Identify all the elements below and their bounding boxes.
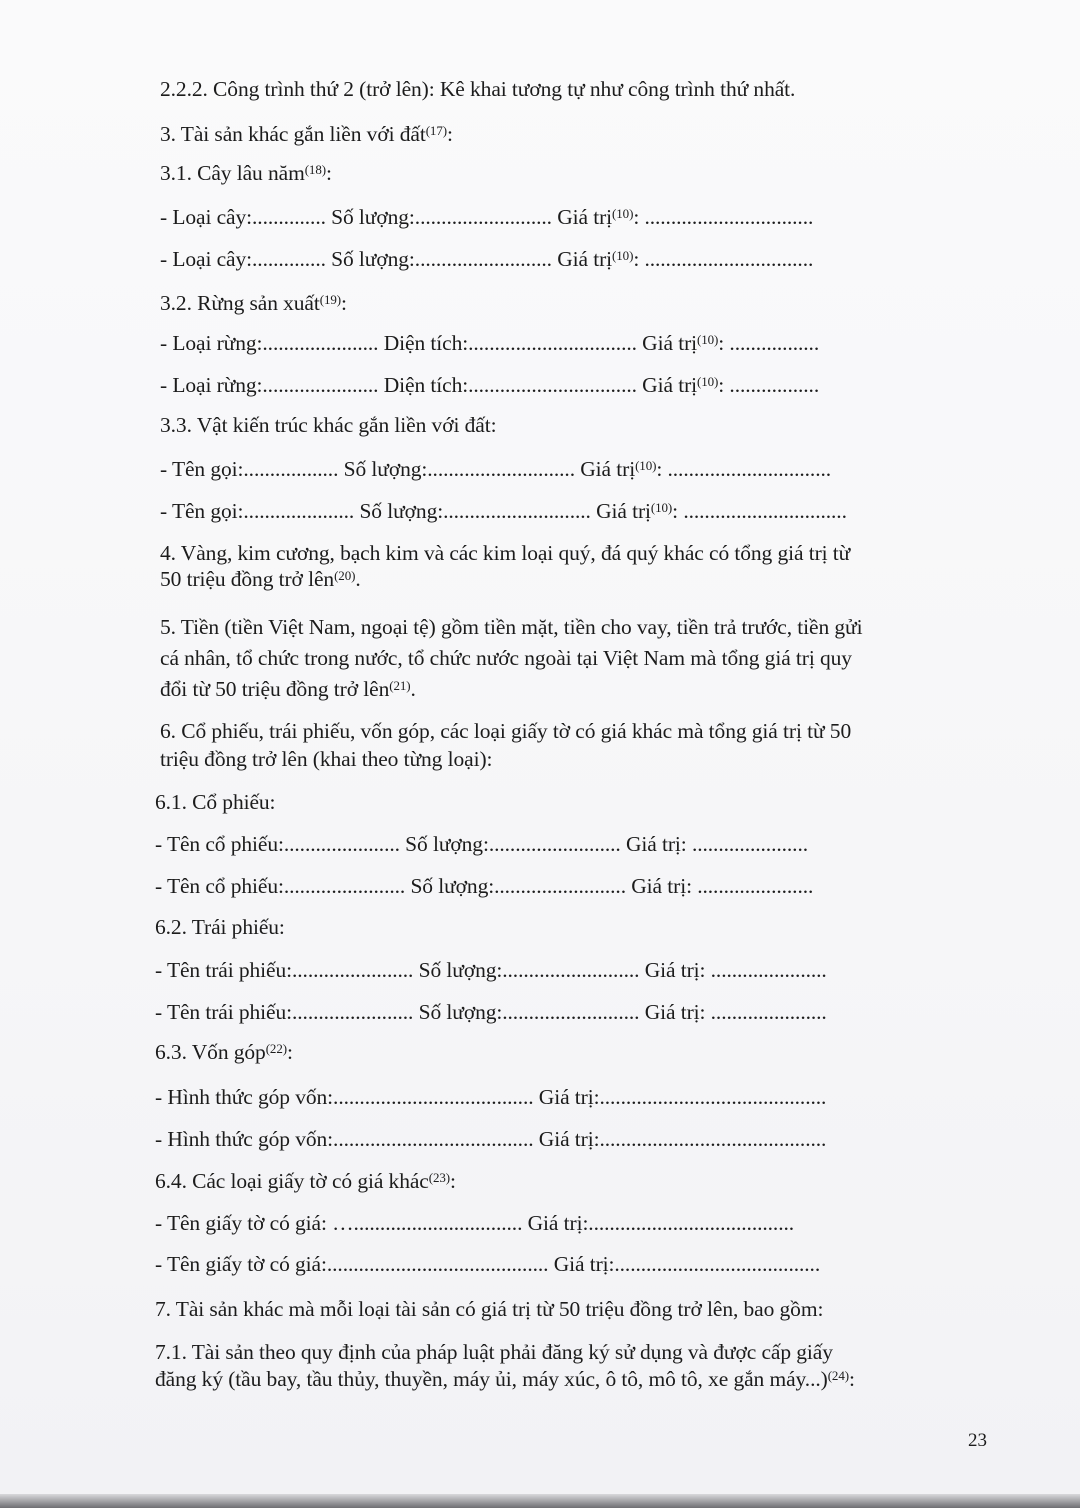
document-line (160, 246, 813, 272)
line-tail: : ................................ (633, 247, 814, 271)
line-text: 3.3. Vật kiến trúc khác gắn liền với đất: (160, 413, 497, 437)
footnote-ref: (10) (697, 332, 719, 347)
footnote-ref: (10) (612, 248, 634, 263)
line-tail: : ................. (718, 331, 820, 355)
line-text: - Tên cổ phiếu:...................... Số lượng:......................... Giá trị: ...................... (155, 832, 809, 856)
line-text: - Loại rừng:...................... Diện tích:................................ Giá trị (160, 331, 698, 355)
footnote-ref: (18) (304, 162, 326, 177)
document-line (160, 718, 851, 744)
scan-edge-shadow (0, 1494, 1080, 1508)
footnote-ref: (19) (319, 292, 342, 307)
document-line (160, 746, 492, 772)
document-line (160, 614, 863, 640)
footnote-ref: (10) (650, 500, 673, 515)
document-line (155, 1339, 833, 1365)
document-line (160, 412, 496, 438)
footnote-ref: (10) (612, 206, 634, 221)
document-line (155, 1366, 855, 1392)
line-tail: : (446, 122, 453, 146)
document-line (155, 1126, 826, 1152)
line-tail: : (450, 1169, 456, 1193)
document-line (155, 1084, 826, 1110)
document-line (155, 873, 813, 899)
document-line (155, 999, 827, 1025)
line-text: 7.1. Tài sản theo quy định của pháp luật phải đăng ký sử dụng và được cấp giấy (155, 1340, 833, 1364)
document-line (160, 540, 850, 566)
document-line (155, 1296, 823, 1322)
line-tail: : (341, 291, 347, 315)
document-line (155, 957, 827, 983)
line-text: 7. Tài sản khác mà mỗi loại tài sản có giá trị từ 50 triệu đồng trở lên, bao gồm: (155, 1297, 824, 1321)
line-text: - Tên trái phiếu:....................... Số lượng:.......................... Giá trị: ...................... (155, 958, 827, 982)
line-text: đổi từ 50 triệu đồng trở lên (160, 677, 390, 701)
line-tail: . (355, 567, 361, 591)
footnote-ref: (20) (334, 568, 356, 583)
document-line (155, 1251, 820, 1277)
line-tail: : ............................... (672, 499, 847, 523)
document-line (160, 645, 852, 671)
line-text: 50 triệu đồng trở lên (160, 567, 335, 591)
line-text: 5. Tiền (tiền Việt Nam, ngoại tệ) gồm tiền mặt, tiền cho vay, tiền trả trước, tiền gửi (160, 615, 863, 639)
line-text: triệu đồng trở lên (khai theo từng loại): (160, 747, 493, 771)
line-text: 6. Cổ phiếu, trái phiếu, vốn góp, các loại giấy tờ có giá khác mà tổng giá trị từ 50 (160, 719, 852, 743)
document-line (155, 914, 285, 940)
document-line (155, 1210, 794, 1236)
line-text: - Loại cây:.............. Số lượng:.......................... Giá trị (160, 247, 613, 271)
line-text: - Tên trái phiếu:....................... Số lượng:.......................... Giá trị: ...................... (155, 1000, 827, 1024)
line-text: 6.3. Vốn góp (155, 1040, 266, 1064)
document-line (160, 330, 819, 356)
footnote-ref: (23) (428, 1170, 451, 1185)
line-text: 6.2. Trái phiếu: (155, 915, 285, 939)
document-line (155, 1168, 456, 1194)
line-tail: : (848, 1367, 855, 1391)
line-tail: : ................. (718, 373, 820, 397)
document-line (160, 566, 361, 592)
line-text: - Tên gọi:.................. Số lượng:............................ Giá trị (160, 457, 636, 481)
line-tail: . (410, 677, 416, 701)
line-text: - Tên cổ phiếu:....................... Số lượng:......................... Giá trị: ...................... (155, 874, 814, 898)
document-line (160, 676, 416, 702)
document-line (155, 1039, 293, 1065)
line-text: - Loại rừng:...................... Diện tích:................................ Giá trị (160, 373, 698, 397)
document-line (160, 290, 347, 316)
line-text: - Hình thức góp vốn:...................................... Giá trị:........................................... (155, 1127, 827, 1151)
footnote-ref: (10) (635, 458, 657, 473)
footnote-ref: (21) (389, 678, 411, 693)
document-line (160, 456, 831, 482)
document-line (155, 831, 808, 857)
footnote-ref: (24) (827, 1368, 849, 1383)
line-text: 3. Tài sản khác gắn liền với đất (160, 122, 426, 146)
document-line (155, 789, 275, 815)
line-text: - Tên gọi:..................... Số lượng:............................ Giá trị (160, 499, 651, 523)
line-text: 6.4. Các loại giấy tờ có giá khác (155, 1169, 429, 1193)
line-text: - Tên giấy tờ có giá: …................................ Giá trị:....................................... (155, 1211, 795, 1235)
footnote-ref: (22) (265, 1041, 287, 1056)
line-text: - Hình thức góp vốn:...................................... Giá trị:........................................... (155, 1085, 827, 1109)
document-line (160, 372, 819, 398)
document-line (160, 121, 453, 147)
line-text: 6.1. Cổ phiếu: (155, 790, 276, 814)
line-tail: : ............................... (656, 457, 832, 481)
footnote-ref: (17) (425, 123, 447, 138)
line-text: - Tên giấy tờ có giá:.......................................... Giá trị:....................................... (155, 1252, 821, 1276)
document-line (160, 204, 813, 230)
line-text: đăng ký (tầu bay, tầu thủy, thuyền, máy ủi, máy xúc, ô tô, mô tô, xe gắn máy...) (155, 1367, 828, 1391)
line-text: 2.2.2. Công trình thứ 2 (trở lên): Kê khai tương tự như công trình thứ nhất. (160, 77, 796, 101)
line-tail: : (286, 1040, 293, 1064)
document-line (160, 160, 332, 186)
line-text: - Loại cây:.............. Số lượng:.......................... Giá trị (160, 205, 613, 229)
line-tail: : (325, 161, 332, 185)
line-text: 4. Vàng, kim cương, bạch kim và các kim loại quý, đá quý khác có tổng giá trị từ (160, 541, 851, 565)
line-tail: : ................................ (633, 205, 814, 229)
document-line (160, 76, 795, 102)
line-text: cá nhân, tổ chức trong nước, tổ chức nước ngoài tại Việt Nam mà tổng giá trị quy (160, 646, 852, 670)
page-number: 23 (968, 1430, 987, 1451)
line-text: 3.1. Cây lâu năm (160, 161, 305, 185)
document-line (160, 498, 847, 524)
line-text: 3.2. Rừng sản xuất (160, 291, 320, 315)
footnote-ref: (10) (697, 374, 719, 389)
